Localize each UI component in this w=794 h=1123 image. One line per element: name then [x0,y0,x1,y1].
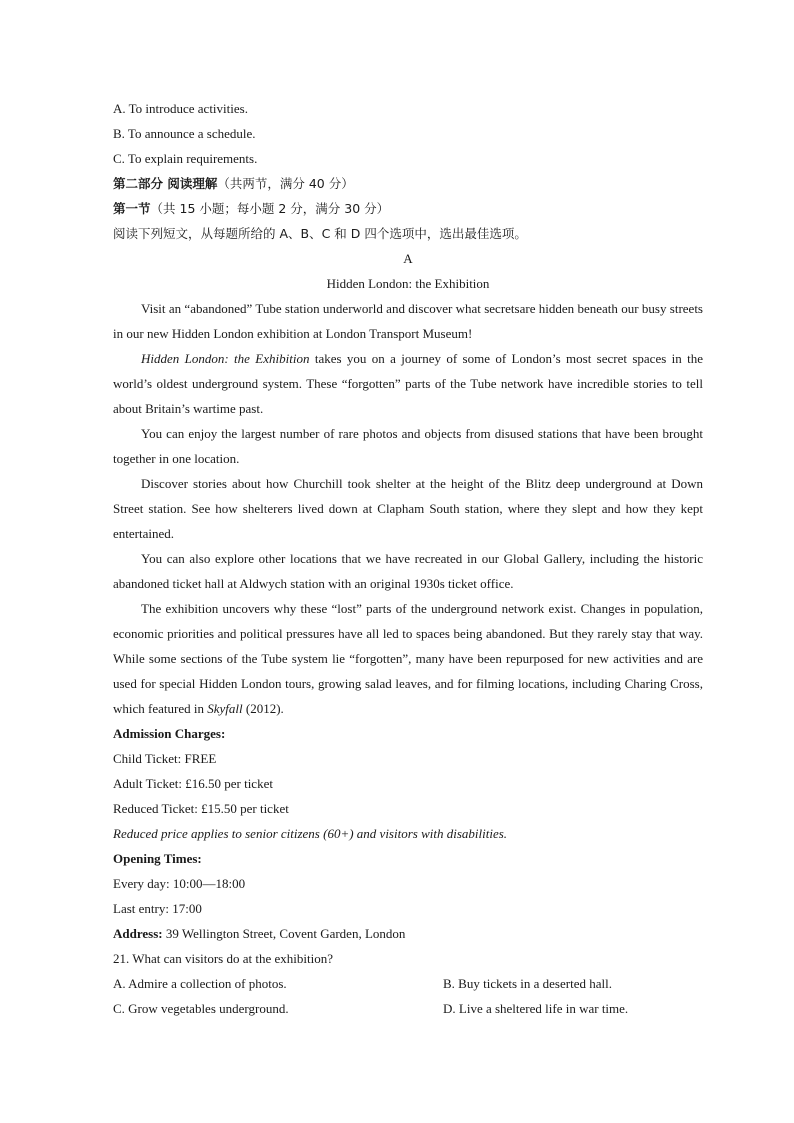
paragraph-6-text: The exhibition uncovers why these “lost” parts of the underground network exist. Changes in population, economic priorities and political pressures have all led to spaces being abandoned. But they rarely stay that way. While some sections of the Tube system lie “forgotten”, many have been repurposed for new activities and are used for special Hidden London tours, growing salad leaves, and for filming locations, including Charing Cross, which featured in [113,601,703,716]
question-21-option-c: C. Grow vegetables underground. [113,1001,289,1016]
section1-heading-rest: （共 15 小题；每小题 2 分，满分 30 分） [150,201,390,216]
exhibition-title-italic: Hidden London: the Exhibition [141,351,310,366]
child-ticket: Child Ticket: FREE [113,751,217,766]
paragraph-1: Visit an “abandoned” Tube station underworld and discover what secretsare hidden beneath our busy streets in our new Hidden London exhibition at London Transport Museum! [113,301,703,341]
opening-heading: Opening Times: [113,851,202,866]
question-21-stem: 21. What can visitors do at the exhibition? [113,951,333,966]
address-line [113,921,703,946]
opening-last-entry: Last entry: 17:00 [113,901,202,916]
part2-heading-bold: 第二部分 阅读理解 [113,176,218,191]
admission-heading: Admission Charges: [113,726,226,741]
address-label: Address: [113,926,163,941]
reduced-ticket: Reduced Ticket: £15.50 per ticket [113,801,289,816]
paragraph-3: You can enjoy the largest number of rare photos and objects from disused stations that have been brought together in one location. [113,426,703,466]
question-21-options-row2 [113,996,703,1021]
passage-title: Hidden London: the Exhibition [326,276,490,291]
paragraph-2 [113,346,703,421]
question-21-options-row1 [113,971,703,996]
part2-heading [113,171,703,196]
exam-page [113,96,703,1021]
paragraph-2-text: takes you on a journey of some of London’s most secret spaces in the world’s oldest underground system. These “forgotten” parts of the Tube network have incredible stories to tell about Britain’s wartime past. [113,351,703,416]
film-title-italic: Skyfall [207,701,243,716]
paragraph-5: You can also explore other locations that we have recreated in our Global Gallery, including the historic abandoned ticket hall at Aldwych station with an original 1930s ticket office. [113,551,703,591]
part2-heading-rest: （共两节，满分 40 分） [217,176,354,191]
option-a-prev: A. To introduce activities. [113,101,248,116]
adult-ticket: Adult Ticket: £16.50 per ticket [113,776,273,791]
opening-every-day: Every day: 10:00—18:00 [113,876,246,891]
section1-heading [113,196,703,221]
question-21-option-b: B. Buy tickets in a deserted hall. [443,976,612,991]
option-c-prev: C. To explain requirements. [113,151,258,166]
paragraph-6-end: (2012). [242,701,284,716]
address-value: 39 Wellington Street, Covent Garden, London [162,926,406,941]
passage-letter: A [403,251,413,266]
question-21-option-d: D. Live a sheltered life in war time. [443,1001,629,1016]
paragraph-6 [113,596,703,721]
paragraph-4: Discover stories about how Churchill took shelter at the height of the Blitz deep underground at Down Street station. See how shelterers lived down at Clapham South station, where they slept and how they kept entertained. [113,476,703,541]
question-21-option-a: A. Admire a collection of photos. [113,976,287,991]
reduced-note: Reduced price applies to senior citizens (60+) and visitors with disabilities. [113,826,508,841]
option-b-prev: B. To announce a schedule. [113,126,256,141]
instruction: 阅读下列短文，从每题所给的 A、B、C 和 D 四个选项中，选出最佳选项。 [113,226,527,241]
section1-heading-bold: 第一节 [113,201,151,216]
